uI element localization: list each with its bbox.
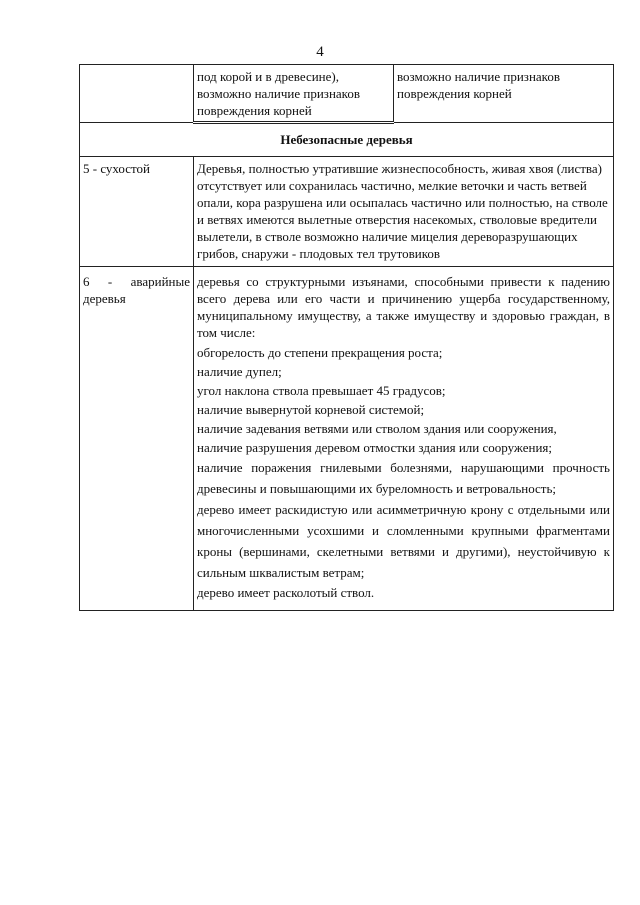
- emergency-criteria-item: угол наклона ствола превышает 45 градусов;: [197, 383, 446, 398]
- top-row-category-cell: [80, 65, 194, 123]
- dry-tree-category-cell: 5 - сухостой: [80, 157, 194, 267]
- emergency-criteria-item: наличие поражения гнилевыми болезнями, нарушающими прочность древесины и повышающими их буреломность и ветровальность;: [197, 460, 610, 496]
- emergency-criteria-item: обгорелость до степени прекращения роста;: [197, 345, 443, 360]
- section-heading-row: [80, 123, 614, 157]
- table-row: [80, 65, 614, 123]
- table-row: [80, 267, 614, 611]
- table-row: [80, 157, 614, 267]
- emergency-criteria-item: дерево имеет расколотый ствол.: [197, 585, 375, 600]
- emergency-tree-category-cell: 6 - аварийные деревья: [80, 267, 194, 611]
- tree-category-table: [79, 64, 614, 611]
- emergency-criteria-item: наличие разрушения деревом отмостки здания или сооружения;: [197, 440, 553, 455]
- emergency-criteria-item: наличие дупел;: [197, 364, 282, 379]
- emergency-criteria-item: наличие вывернутой корневой системой;: [197, 402, 425, 417]
- section-heading: Небезопасные деревья: [80, 123, 614, 157]
- top-row-additional-cell: возможно наличие признаков повреждения корней: [394, 65, 614, 123]
- emergency-tree-description-cell: [194, 267, 614, 611]
- dry-tree-description-cell: Деревья, полностью утратившие жизнеспособность, живая хвоя (листва) отсутствует или сохранилась частично, мелкие веточки и часть ветвей опали, кора разрушена или осыпалась частично или полностью, на стволе и ветвях имеются вылетные отверстия насекомых, стволовые вредители вылетели, в стволе возможно наличие мицелия дереворазрушающих грибов, снаружи - плодовых тел трутовиков: [194, 157, 614, 267]
- page-number: 4: [316, 44, 324, 60]
- emergency-criteria-item: наличие задевания ветвями или стволом здания или сооружения,: [197, 421, 557, 436]
- emergency-tree-intro: деревья со структурными изъянами, способными привести к падению всего дерева или его части и причинению ущерба государственному, муниципальному имуществу, а также имуществу и здоровью граждан, в том числе:: [197, 274, 610, 340]
- top-row-description-cell: под корой и в древесине), возможно наличие признаков повреждения корней: [194, 65, 394, 123]
- emergency-criteria-item: дерево имеет раскидистую или асимметричную крону с отдельными или многочисленными усохшими и сломленными крупными фрагментами кроны (вершинами, скелетными ветвями и другими), неустойчивую к сильным шквалистым ветрам;: [197, 502, 610, 580]
